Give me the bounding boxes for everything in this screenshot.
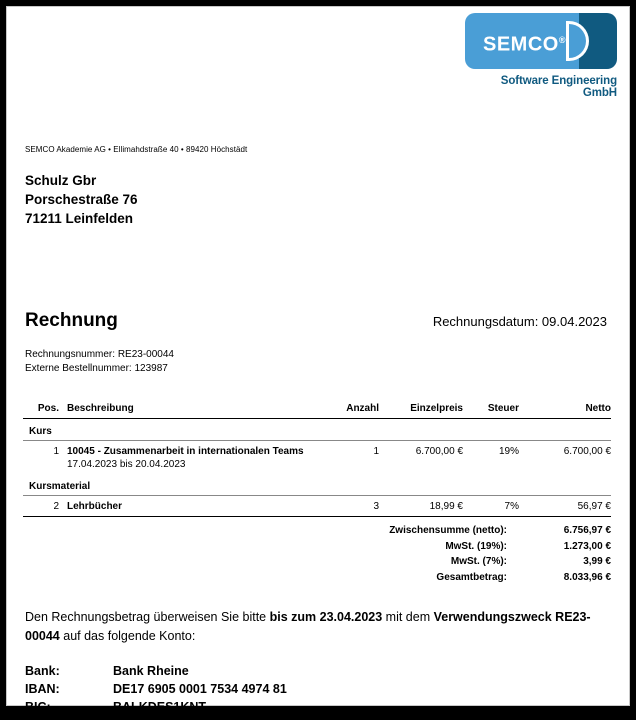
header-tax: Steuer: [487, 403, 519, 414]
totals-row: [23, 539, 611, 555]
totals-value: 3,99 €: [583, 556, 611, 567]
cell-unit-price: 6.700,00 €: [415, 446, 463, 457]
totals-row: [23, 523, 611, 539]
bank-name-value: Bank Rheine: [113, 664, 189, 678]
cell-description-title: Lehrbücher: [67, 501, 123, 512]
cell-description-subtitle: 17.04.2023 bis 20.04.2023: [67, 459, 186, 470]
cell-description: [67, 446, 313, 470]
invoice-number: Rechnungsnummer: RE23-00044: [25, 349, 174, 360]
recipient-street: Porschestraße 76: [25, 192, 138, 207]
header-description: Beschreibung: [67, 403, 134, 414]
payment-due-date: bis zum 23.04.2023: [269, 610, 383, 624]
iban-label: IBAN:: [25, 682, 60, 696]
logo-mark: [465, 13, 617, 69]
cell-quantity: 1: [373, 446, 379, 457]
payment-note-part2: mit dem: [382, 610, 434, 624]
page-title: Rechnung: [25, 310, 118, 331]
totals-label: MwSt. (7%):: [450, 556, 507, 567]
cell-description-title: 10045 - Zusammenarbeit in internationalen Teams: [67, 446, 304, 457]
logo-registered-mark: ®: [558, 35, 566, 45]
payment-note-part3: auf das folgende Konto:: [59, 629, 196, 643]
table-group: [23, 419, 611, 474]
grand-total-label: Gesamtbetrag:: [436, 571, 507, 583]
cell-pos: 1: [53, 446, 59, 457]
company-logo: [465, 13, 617, 99]
bank-row: [25, 662, 287, 680]
bank-label: Bank:: [25, 664, 60, 678]
invoice-page: [6, 6, 630, 714]
table-group: [23, 474, 611, 517]
recipient-name: Schulz Gbr: [25, 173, 97, 188]
header-net: Netto: [585, 403, 611, 414]
bank-row: [25, 680, 287, 698]
cell-description: [67, 501, 313, 512]
payment-instructions: [25, 608, 601, 646]
payment-reference: Verwendungszweck RE23-00044: [25, 610, 591, 643]
logo-brand-text: SEMCO: [483, 33, 559, 56]
cell-tax: 7%: [504, 501, 519, 512]
cell-tax: 19%: [498, 446, 519, 457]
header-unit-price: Einzelpreis: [410, 403, 463, 414]
totals-value: 1.273,00 €: [563, 540, 611, 552]
bic-label: BIC:: [25, 700, 51, 714]
totals-block: [23, 523, 611, 585]
totals-value: 6.756,97 €: [563, 525, 611, 536]
logo-wordmark: [483, 29, 566, 56]
totals-row-grand: [23, 570, 611, 586]
external-order-number: Externe Bestellnummer: 123987: [25, 363, 168, 374]
table-row: [23, 441, 611, 474]
recipient-address: [25, 171, 138, 228]
line-items-table: [23, 403, 611, 517]
totals-label: MwSt. (19%):: [445, 540, 507, 552]
payment-note-part1: Den Rechnungsbetrag überweisen Sie bitte: [25, 610, 270, 624]
cell-quantity: 3: [373, 501, 379, 512]
cell-net: 56,97 €: [577, 501, 611, 512]
sender-address-line: SEMCO Akademie AG • Ellimahdstraße 40 • 89420 Höchstädt: [25, 145, 248, 154]
grand-total-value: 8.033,96 €: [563, 571, 611, 583]
table-row: [23, 496, 611, 516]
bic-value: BALKDES1KNT: [113, 700, 207, 714]
invoice-meta: [25, 348, 174, 376]
bank-details: [25, 662, 287, 716]
totals-label: Zwischensumme (netto):: [389, 525, 507, 536]
iban-value: DE17 6905 0001 7534 4974 81: [113, 682, 287, 696]
cell-net: 6.700,00 €: [563, 446, 611, 457]
recipient-city: 71211 Leinfelden: [25, 211, 134, 226]
cell-unit-price: 18,99 €: [429, 501, 463, 512]
group-label: Kursmaterial: [29, 481, 91, 492]
logo-tagline: Software Engineering GmbH: [500, 75, 617, 99]
header-pos: Pos.: [37, 403, 59, 414]
items-bottom-rule: [23, 516, 611, 517]
cell-pos: 2: [53, 501, 59, 512]
table-header: [23, 403, 611, 419]
totals-row: [23, 554, 611, 570]
header-quantity: Anzahl: [346, 403, 379, 414]
bank-row: [25, 698, 287, 716]
group-label: Kurs: [29, 426, 52, 437]
invoice-date: Rechnungsdatum: 09.04.2023: [432, 314, 607, 329]
